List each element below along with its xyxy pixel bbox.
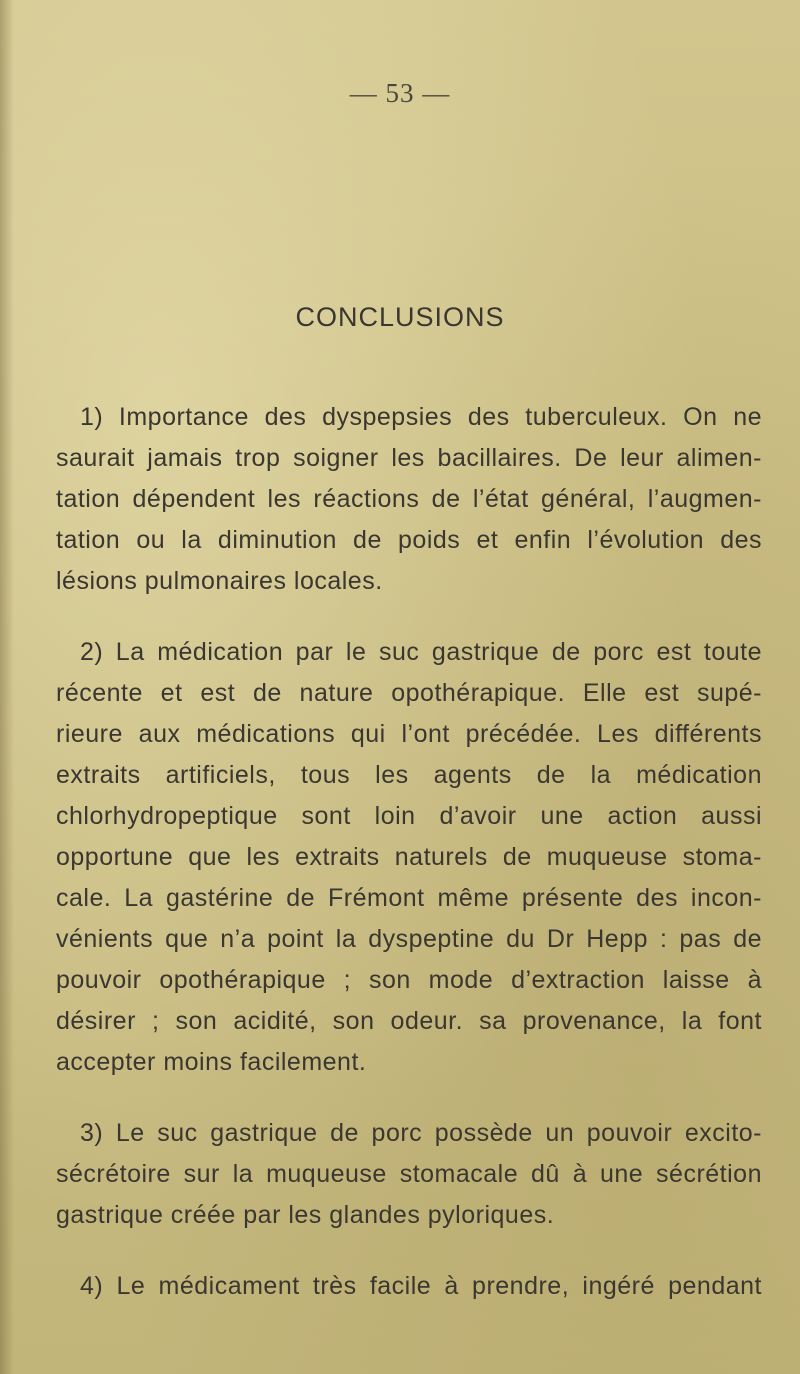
paragraph-gap — [56, 1083, 762, 1113]
text-line: 4) Le médicament très facile à prendre, ingéré pendant — [80, 1272, 762, 1300]
text-line: chlorhydropeptique sont loin d’avoir une action aussi — [56, 802, 762, 830]
page-number: — 53 — — [349, 78, 451, 108]
text-line: vénients que n’a point la dyspeptine du Dr Hepp : pas de — [56, 925, 762, 953]
text-line: tation ou la diminution de poids et enfin l’évolution des — [56, 526, 762, 554]
text-line: saurait jamais trop soigner les bacillaires. De leur alimen- — [56, 444, 762, 472]
text-line: récente et est de nature opothérapique. Elle est supé- — [56, 679, 762, 707]
paragraph-1 — [56, 397, 762, 602]
body-text — [56, 397, 762, 1307]
paragraph-4 — [56, 1266, 762, 1307]
paragraph-3 — [56, 1113, 762, 1236]
page-edge-shadow — [0, 0, 14, 1374]
paragraph-gap — [56, 1236, 762, 1266]
text-line: lésions pulmonaires locales. — [56, 567, 383, 595]
text-line: extraits artificiels, tous les agents de la médication — [56, 761, 762, 789]
text-line: pouvoir opothérapique ; son mode d’extraction laisse à — [56, 966, 762, 994]
text-line: sécrétoire sur la muqueuse stomacale dû à une sécrétion — [56, 1160, 762, 1188]
section-title: CONCLUSIONS — [295, 302, 505, 332]
text-line: 3) Le suc gastrique de porc possède un pouvoir excito- — [80, 1119, 762, 1147]
text-line: rieure aux médications qui l’ont précédée. Les différents — [56, 720, 762, 748]
text-line: 1) Importance des dyspepsies des tuberculeux. On ne — [80, 403, 762, 431]
text-line: opportune que les extraits naturels de muqueuse stoma- — [56, 843, 762, 871]
paragraph-gap — [56, 602, 762, 632]
paragraph-2 — [56, 632, 762, 1083]
text-line: tation dépendent les réactions de l’état général, l’augmen- — [56, 485, 762, 513]
text-line: gastrique créée par les glandes pyloriques. — [56, 1201, 555, 1229]
text-line: 2) La médication par le suc gastrique de porc est toute — [80, 638, 762, 666]
text-line: désirer ; son acidité, son odeur. sa provenance, la font — [56, 1007, 762, 1035]
text-line: accepter moins facilement. — [56, 1048, 367, 1076]
text-line: cale. La gastérine de Frémont même présente des incon- — [56, 884, 762, 912]
